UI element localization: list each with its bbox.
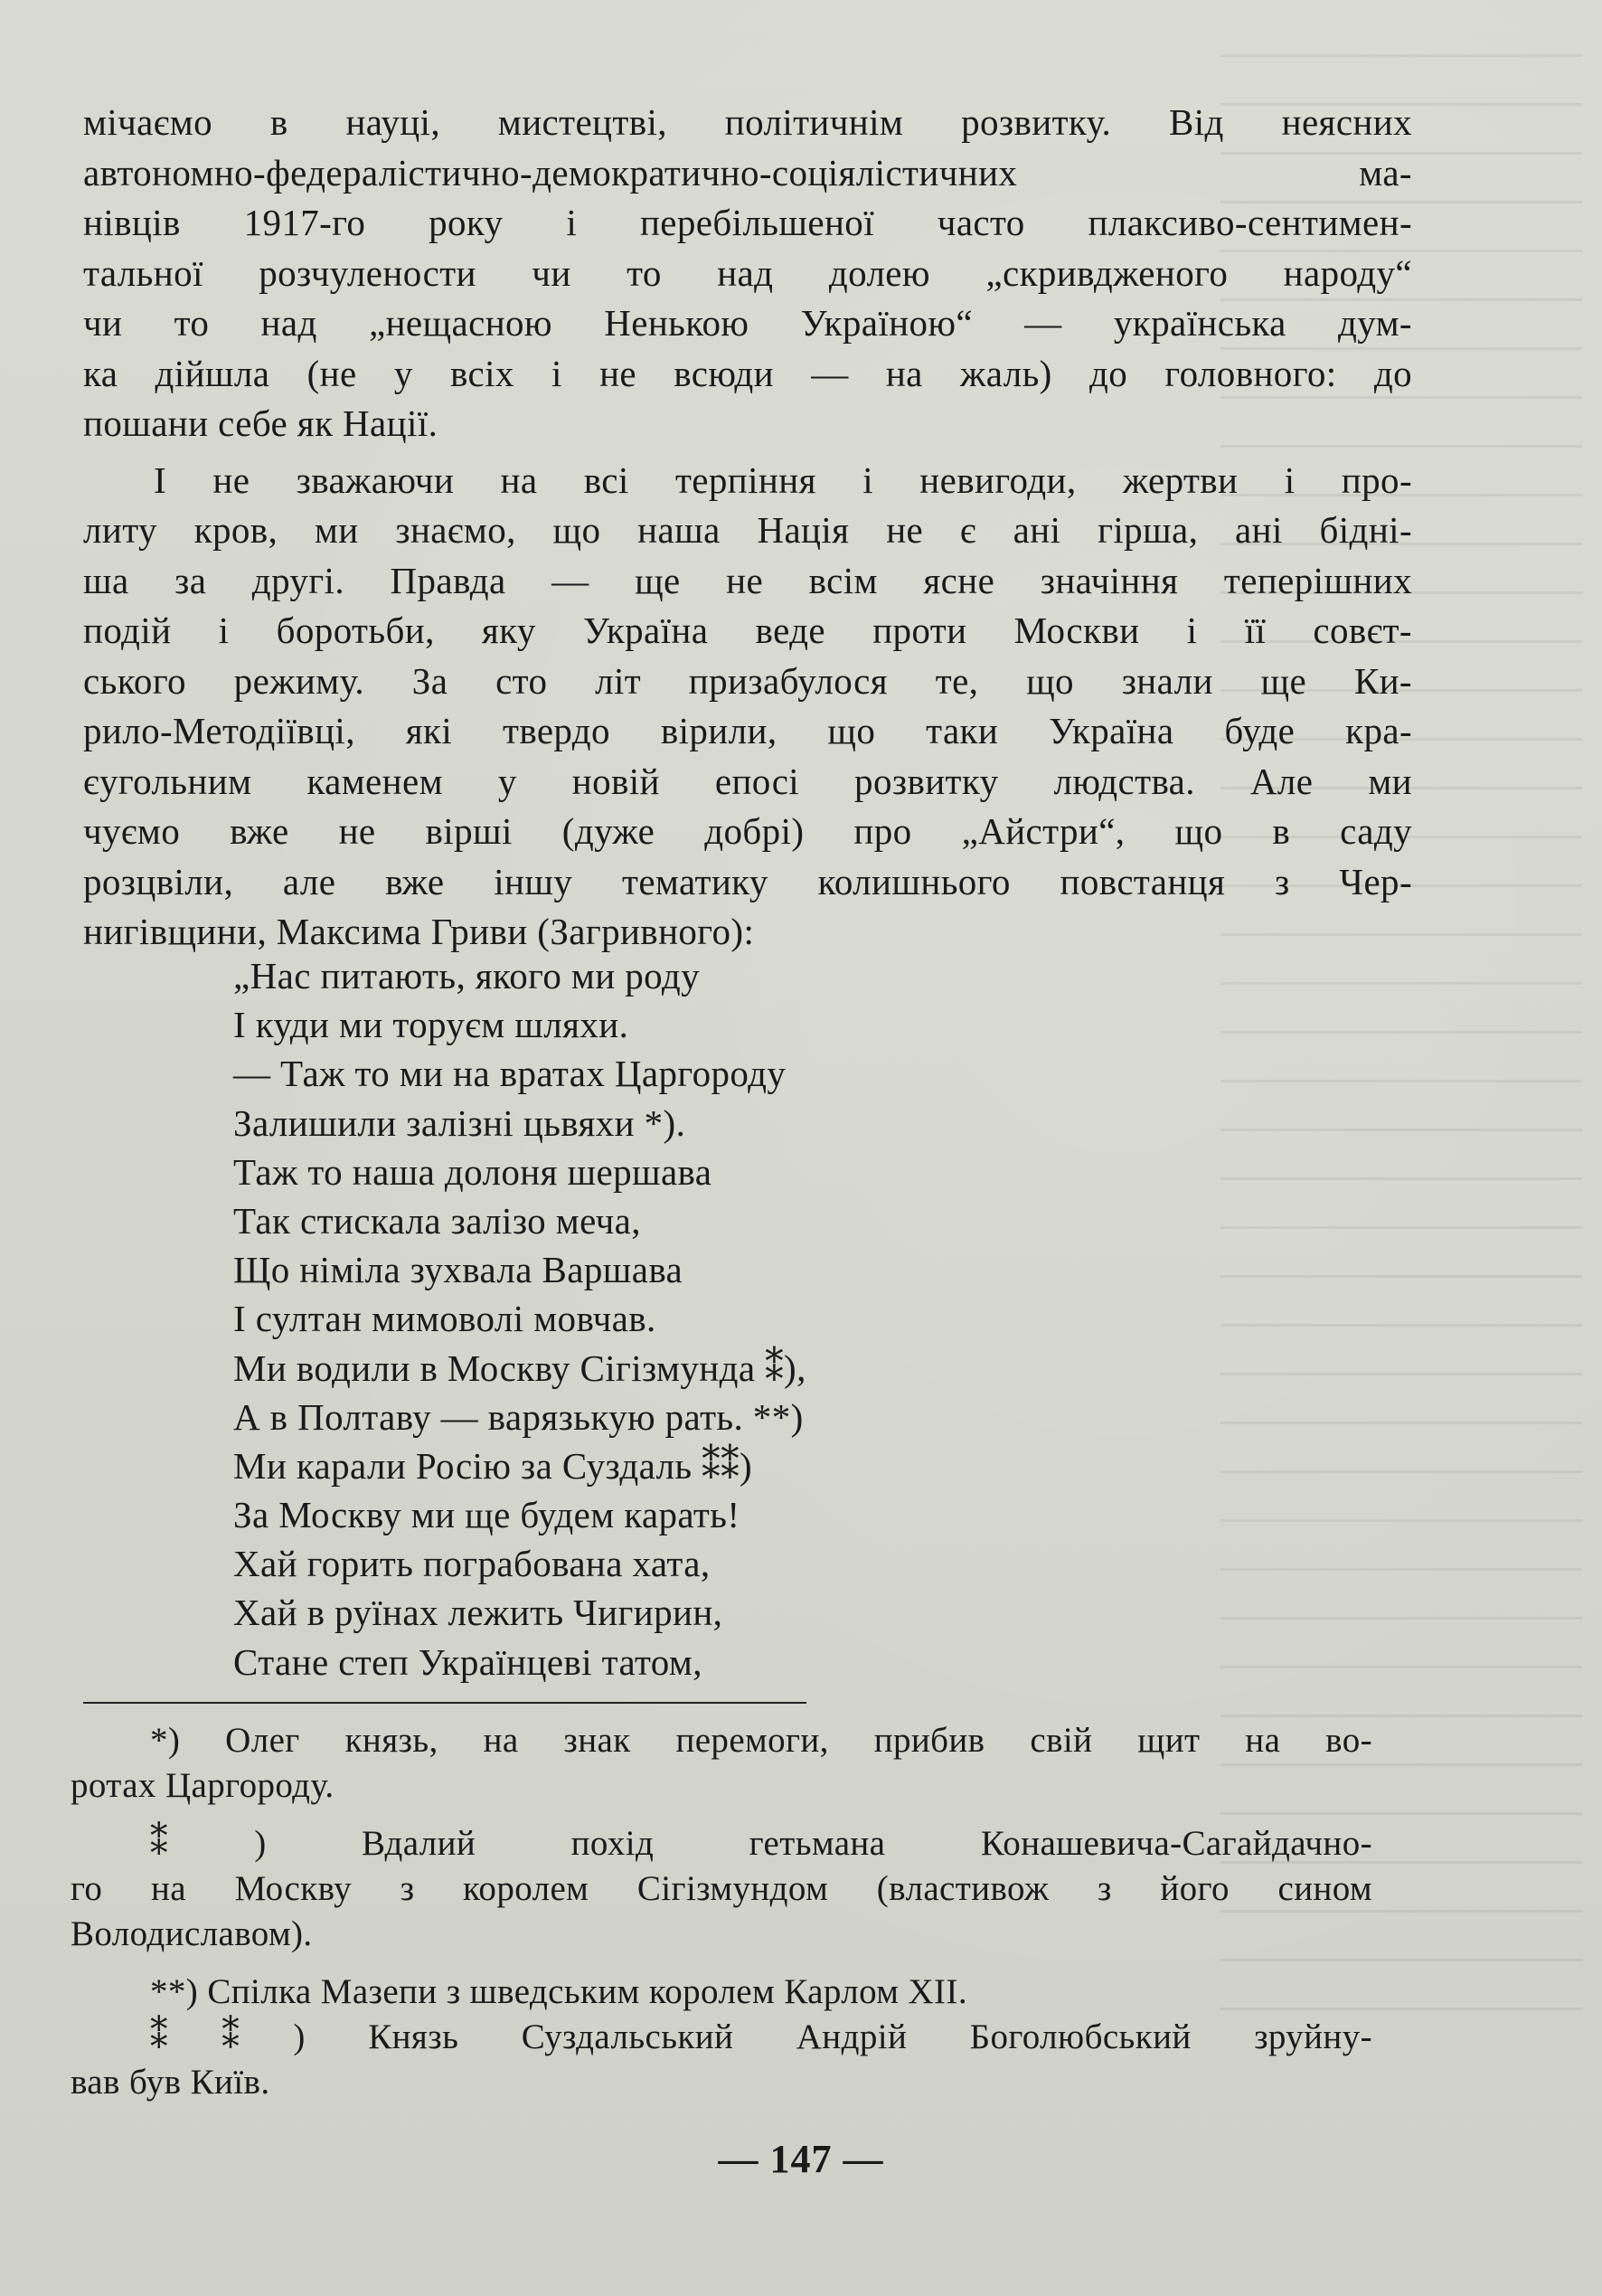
text-line: пошани себе як Нації. (83, 402, 438, 444)
poem-line: Залишили залізні цьвяхи *). (233, 1101, 686, 1144)
poem-line: Хай горить пограбована хата, (233, 1543, 711, 1585)
footnote-line: го на Москву з королем Сігізмундом (властивож з його сином (71, 1869, 1372, 1908)
poem-line: Що німіла зухвала Варшава (233, 1249, 683, 1291)
poem-line: За Москву ми ще будем карать! (233, 1494, 740, 1536)
footnote-line: ⁑⁑) Князь Суздальський Андрій Боголюбський зруйну- (150, 2017, 1372, 2056)
footnote-line: **) Спілка Мазепи з шведським королем Карлом XII. (150, 1972, 967, 2011)
footnote-line: Володиславом). (71, 1914, 313, 1953)
text-line: ша за другі. Правда — ще не всім ясне значіння теперішних (83, 559, 1412, 601)
text-line: нигівщини, Максима Гриви (Загривного): (83, 911, 755, 952)
poem-line: І куди ми торуєм шляхи. (233, 1004, 629, 1046)
text-line: чи то над „нещасною Ненькою Україною“ — українська дум- (83, 302, 1412, 344)
poem-line: „Нас питають, якого ми роду (233, 955, 701, 997)
text-line: єугольним каменем у новій епосі розвитку людства. Але ми (83, 760, 1412, 802)
footnote-divider (83, 1702, 806, 1704)
poem (233, 951, 806, 1687)
poem-line: А в Полтаву — варязькую рать. **) (233, 1395, 804, 1438)
poem-line: І султан мимоволі мовчав. (233, 1298, 656, 1340)
footnote-line: вав був Київ. (71, 2063, 270, 2102)
paragraph-1 (83, 98, 1412, 449)
footnotes (71, 1718, 1372, 2105)
text-line: нівців 1917-го року і перебільшеної часто плаксиво-сентимен- (83, 202, 1412, 243)
text-line: ка дійшла (не у всіх і не всюди — на жаль) до головного: до (83, 352, 1412, 394)
text-line: рило-Методіївці, які твердо вірили, що таки Україна буде кра- (83, 710, 1412, 751)
poem-line: Стане степ Українцеві татом, (233, 1640, 702, 1683)
footnote-3 (71, 1970, 1372, 2015)
text-line: І не зважаючи на всі терпіння і невигоди, жертви і про- (154, 458, 1412, 501)
footnote-2 (71, 1821, 1372, 1957)
text-line: автономно-федералістично-демократично-соціялістичних ма- (83, 151, 1412, 194)
poem-line: Ми карали Росію за Суздаль ⁑⁑) (233, 1444, 753, 1487)
poem-line: Таж то наша долоня шершава (233, 1150, 712, 1193)
footnote-line: *) Олег князь, на знак перемоги, прибив свій щит на во- (150, 1721, 1372, 1760)
text-line: мічаємо в науці, мистецтві, політичнім розвитку. Від неясних (83, 101, 1412, 143)
footnote-4 (71, 2015, 1372, 2105)
footnote-line: ротах Царгороду. (71, 1766, 335, 1805)
footnote-1 (71, 1718, 1372, 1809)
text-line: чуємо вже не вірші (дуже добрі) про „Айстри“, що в саду (83, 810, 1412, 852)
poem-line: Ми водили в Москву Сігізмунда ⁑), (233, 1346, 806, 1389)
footnote-line: ⁑) Вдалий похід гетьмана Конашевича-Сагайдачно- (150, 1824, 1372, 1863)
text-line: литу кров, ми знаємо, що наша Нація не є ані гірша, ані бідні- (83, 509, 1412, 551)
text-line: розцвіли, але вже іншу тематику колишнього повстанця з Чер- (83, 860, 1412, 902)
main-text (83, 98, 1412, 958)
poem-line: Хай в руїнах лежить Чигирин, (233, 1592, 723, 1634)
page-number: — 147 — (718, 2137, 884, 2181)
text-line: подій і боротьби, яку Україна веде проти Москви і її совєт- (83, 609, 1412, 651)
poem-line: — Таж то ми на вратах Царгороду (233, 1053, 787, 1095)
text-line: ського режиму. За сто літ призабулося те, що знали ще Ки- (83, 659, 1412, 702)
paragraph-2 (83, 456, 1412, 958)
poem-line: Так стискала залізо меча, (233, 1199, 641, 1242)
text-line: тальної розчулености чи то над долею „скривдженого народу“ (83, 251, 1412, 294)
